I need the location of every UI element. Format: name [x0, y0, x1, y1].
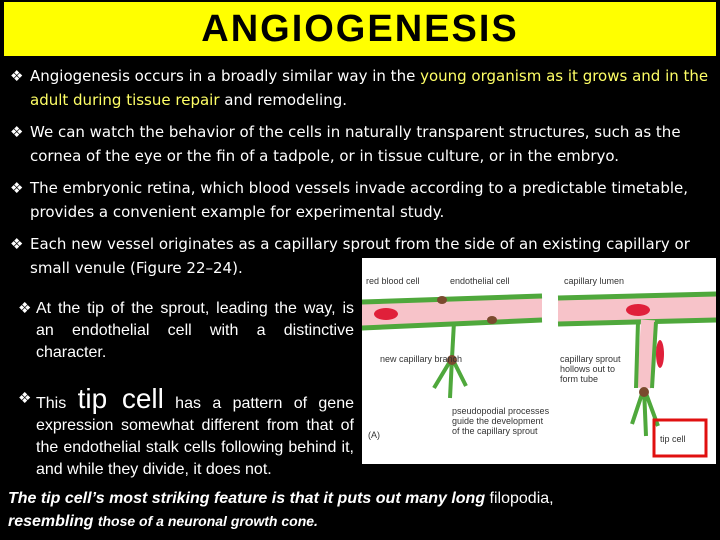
- label-red-blood-cell: red blood cell: [366, 276, 420, 286]
- label-panel: (A): [368, 430, 380, 440]
- bullet-diamond-icon: ❖: [10, 179, 24, 197]
- label-capillary-lumen: capillary lumen: [564, 276, 625, 286]
- red-blood-cell: [374, 308, 398, 320]
- footer-emphasis: filopodia,: [489, 490, 554, 507]
- bullet-text: and remodeling.: [219, 91, 347, 109]
- bullet-emphasis-text: tip cell: [77, 383, 164, 414]
- nucleus: [639, 387, 649, 397]
- hollow-sprout: [644, 320, 648, 388]
- nucleus: [487, 316, 497, 324]
- bullet-text: has a pattern of gene expression somewhat different from that of the endothelial stalk cells following behind it, and while they divide, it does not.: [36, 395, 355, 478]
- bullet-text: This: [36, 395, 78, 412]
- footer-statement: [8, 488, 712, 533]
- bullet-tip-of-sprout: [18, 298, 354, 364]
- slide-title: ANGIOGENESIS: [201, 7, 519, 50]
- footer-text: The tip cell’s most striking feature is that it puts out many long: [8, 490, 490, 507]
- bullet-text: We can watch the behavior of the cells in naturally transparent structures, such as the cornea of the eye or the fin of a tadpole, or in tissue culture, or in the embryo.: [30, 123, 681, 165]
- footer-text: resembling: [8, 513, 98, 530]
- label-tip-cell: tip cell: [660, 434, 686, 444]
- bullet-text: Angiogenesis occurs in a broadly similar way in the: [30, 67, 421, 85]
- label-sprout-hollows: capillary sprout hollows out to form tube: [560, 354, 621, 384]
- bullet-highlight-text: young organism as it grows and in the adult during tissue repair: [30, 67, 709, 109]
- red-blood-cell: [626, 304, 650, 316]
- bullet-text: At the tip of the sprout, leading the way, is an endothelial cell with a distinctive character.: [36, 300, 354, 361]
- bullet-text: Each new vessel originates as a capillary sprout from the side of an existing capillary or small venule (Figure 22–24).: [30, 235, 690, 277]
- label-endothelial-cell: endothelial cell: [450, 276, 510, 286]
- footer-text: those of a neuronal growth cone.: [97, 513, 318, 529]
- nucleus: [437, 296, 447, 304]
- bullet-tip-cell: [18, 383, 355, 481]
- bullet-diamond-icon: ❖: [10, 67, 24, 85]
- bullet-diamond-icon: ❖: [10, 123, 24, 141]
- red-blood-cell: [656, 340, 664, 368]
- bullet-text: The embryonic retina, which blood vessels invade according to a predictable timetable, provides a convenient example for experimental study.: [30, 179, 689, 221]
- bullet-diamond-icon: ❖: [10, 235, 24, 253]
- bullet-embryonic-retina: [10, 176, 712, 224]
- angiogenesis-figure: [362, 258, 716, 464]
- label-pseudopodial: pseudopodial processes guide the development of the capillary sprout: [452, 406, 550, 436]
- bullet-transparent-structures: [10, 120, 712, 168]
- bullet-diamond-icon: ❖: [18, 390, 32, 407]
- bullet-diamond-icon: ❖: [18, 300, 32, 317]
- title-banner: [4, 2, 716, 56]
- bullet-angiogenesis: [10, 64, 712, 112]
- label-new-branch: new capillary branch: [380, 354, 463, 364]
